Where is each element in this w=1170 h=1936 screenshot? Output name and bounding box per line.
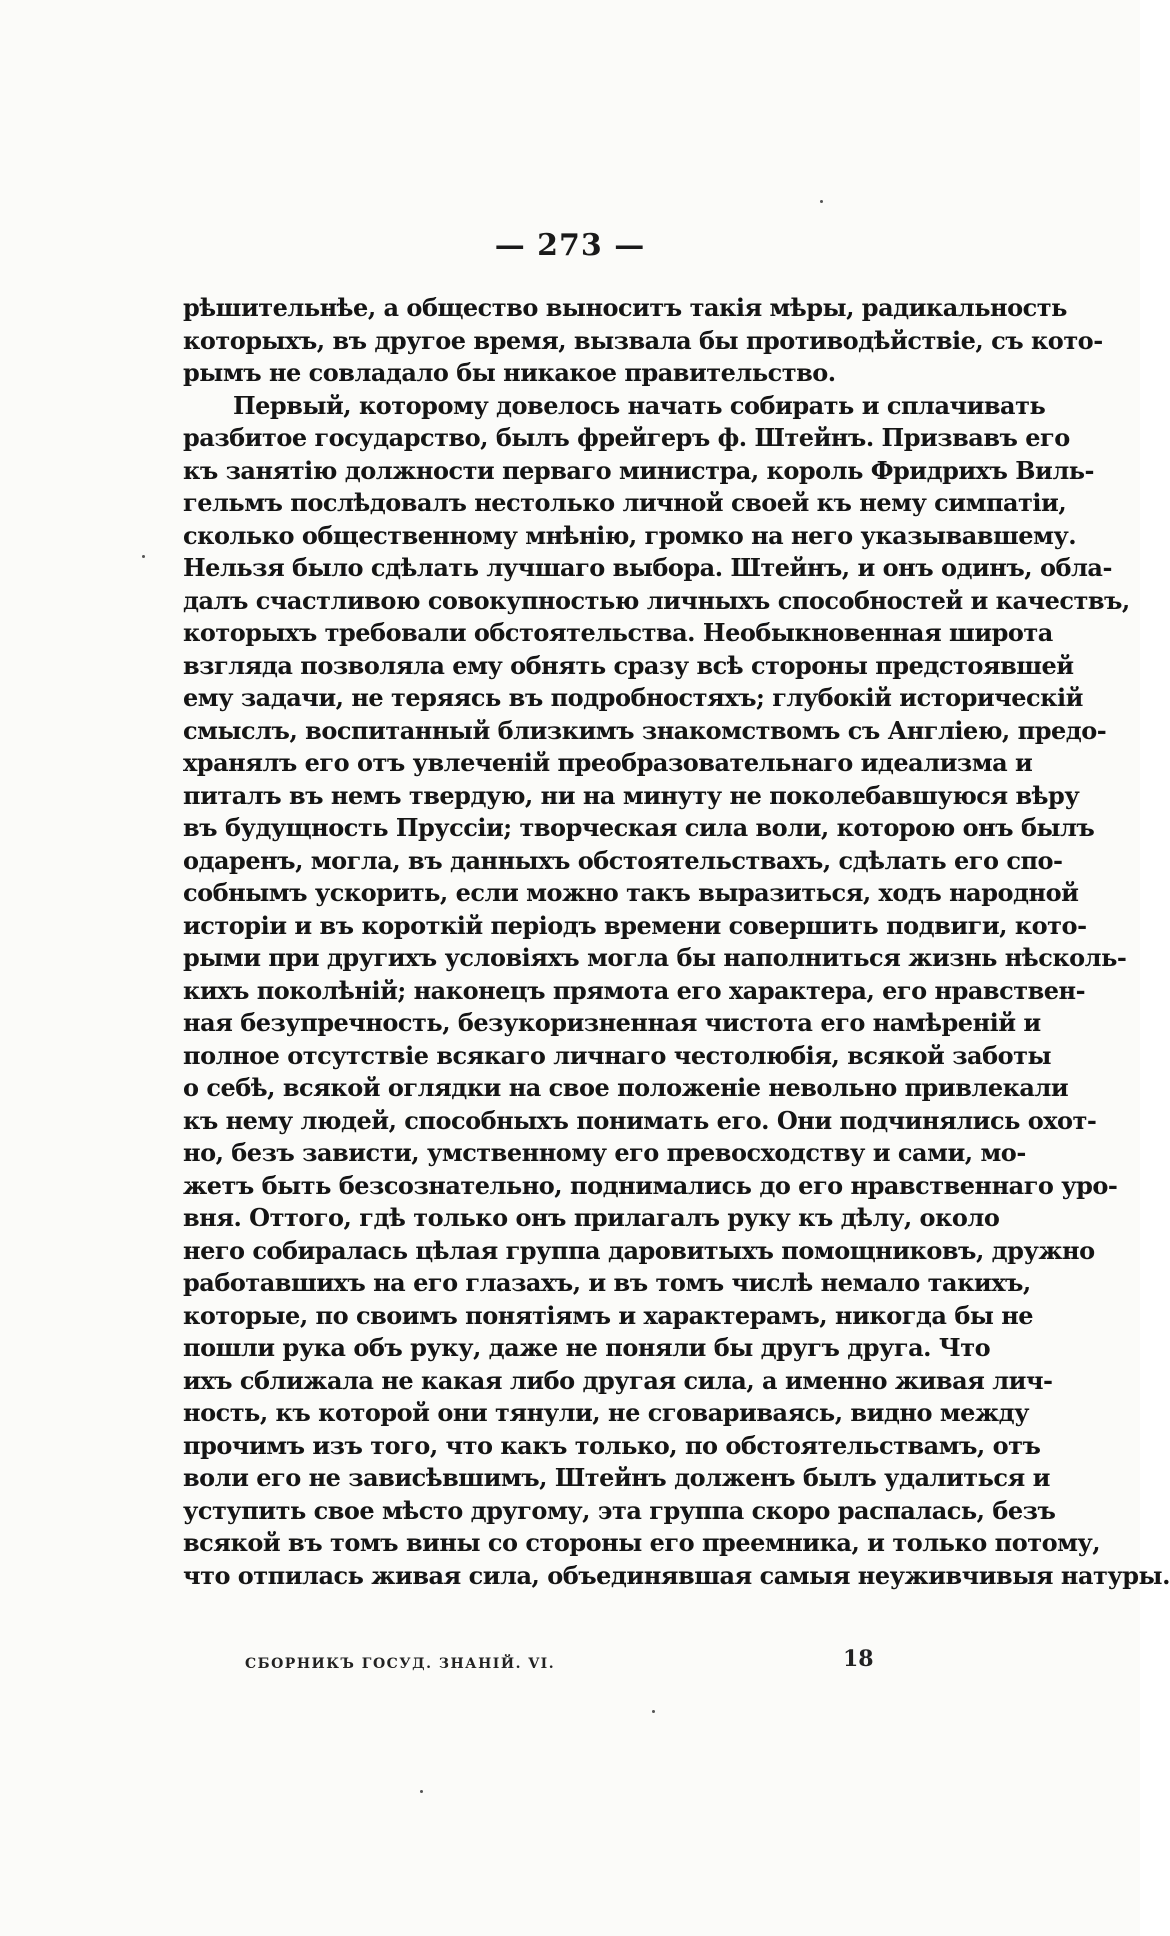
text-line: ность, къ которой они тянули, не сговариваясь, видно между — [183, 1398, 1030, 1427]
text-line: ная безупречность, безукоризненная чистота его намѣреній и — [183, 1008, 1041, 1037]
page-number: — 273 — — [494, 228, 646, 263]
signature-mark: СБОРНИКЪ ГОСУД. ЗНАНІЙ. VI. — [245, 1656, 556, 1672]
text-line: вня. Оттого, гдѣ только онъ прилагалъ руку къ дѣлу, около — [183, 1203, 1000, 1232]
text-line: ихъ сближала не какая либо другая сила, а именно живая лич- — [183, 1365, 1053, 1395]
page-footer — [245, 1646, 885, 1676]
text-line: далъ счастливою совокупностью личныхъ способностей и качествъ, — [183, 585, 1130, 615]
scan-speck — [142, 555, 145, 558]
text-line: прочимъ изъ того, что какъ только, по обстоятельствамъ, отъ — [183, 1430, 1041, 1460]
text-line: къ занятію должности перваго министра, король Фридрихъ Виль- — [183, 455, 1095, 485]
text-line: полное отсутствіе всякаго личнаго честолюбія, всякой заботы — [183, 1040, 1052, 1070]
text-line: воли его не зависѣвшимъ, Штейнъ долженъ былъ удалиться и — [183, 1463, 1050, 1492]
text-line: ему задачи, не теряясь въ подробностяхъ; глубокій историческій — [183, 683, 1083, 712]
text-line: рыми при другихъ условіяхъ могла бы наполниться жизнь нѣсколь- — [183, 943, 1127, 972]
text-line: кихъ поколѣній; наконецъ прямота его характера, его нравствен- — [183, 975, 1086, 1005]
text-line: жетъ быть безсознательно, поднимались до его нравственнаго уро- — [183, 1170, 1118, 1200]
text-line: пошли рука объ руку, даже не поняли бы другъ друга. Что — [183, 1333, 991, 1362]
text-line: которые, по своимъ понятіямъ и характерамъ, никогда бы не — [183, 1300, 1034, 1330]
scan-speck — [420, 1790, 423, 1793]
text-line: смыслъ, воспитанный близкимъ знакомствомъ съ Англіею, предо- — [183, 715, 1107, 745]
text-line: рымъ не совладало бы никакое правительство. — [183, 358, 836, 387]
scan-speck — [820, 200, 823, 203]
body-text — [183, 292, 1170, 1592]
text-line: сколько общественному мнѣнію, громко на него указывавшему. — [183, 520, 1077, 550]
text-line: которыхъ требовали обстоятельства. Необыкновенная широта — [183, 618, 1053, 647]
text-line: взгляда позволяла ему обнять сразу всѣ стороны предстоявшей — [183, 650, 1074, 680]
text-line: о себѣ, всякой оглядки на свое положеніе невольно привлекали — [183, 1073, 1069, 1102]
text-line: одаренъ, могла, въ данныхъ обстоятельствахъ, сдѣлать его спо- — [183, 845, 1063, 875]
text-line: работавшихъ на его глазахъ, и въ томъ числѣ немало такихъ, — [183, 1268, 1031, 1297]
text-line: что отпилась живая сила, объединявшая самыя неуживчивыя натуры. — [183, 1560, 1170, 1590]
paragraph-first-line: Первый, которому довелось начать собирать и сплачивать — [233, 390, 1046, 420]
text-line: исторіи и въ короткій періодъ времени совершить подвиги, кото- — [183, 910, 1087, 940]
signature-number: 18 — [843, 1646, 874, 1672]
text-line: собнымъ ускорить, если можно такъ выразиться, ходъ народной — [183, 878, 1079, 907]
text-line: Нельзя было сдѣлать лучшаго выбора. Штейнъ, и онъ одинъ, обла- — [183, 553, 1112, 582]
text-line: рѣшительнѣе, а общество выноситъ такія мѣры, радикальность — [183, 293, 1067, 322]
text-line: питалъ въ немъ твердую, ни на минуту не поколебавшуюся вѣру — [183, 780, 1080, 810]
text-line: въ будущность Пруссіи; творческая сила воли, которою онъ былъ — [183, 813, 1095, 842]
text-line: къ нему людей, способныхъ понимать его. Они подчинялись охот- — [183, 1105, 1097, 1135]
text-line: разбитое государство, былъ фрейгеръ ф. Штейнъ. Призвавъ его — [183, 423, 1070, 452]
text-line: хранялъ его отъ увлеченій преобразовательнаго идеализма и — [183, 748, 1033, 777]
text-line: всякой въ томъ вины со стороны его преемника, и только потому, — [183, 1528, 1101, 1557]
scan-speck — [652, 1710, 655, 1713]
text-line: уступить свое мѣсто другому, эта группа скоро распалась, безъ — [183, 1495, 1056, 1525]
text-line: которыхъ, въ другое время, вызвала бы противодѣйствіе, съ кото- — [183, 325, 1103, 355]
text-line: гельмъ послѣдовалъ нестолько личной своей къ нему симпатіи, — [183, 488, 1067, 517]
text-line: но, безъ зависти, умственному его превосходству и сами, мо- — [183, 1138, 1026, 1167]
text-line: него собиралась цѣлая группа даровитыхъ помощниковъ, дружно — [183, 1235, 1095, 1265]
